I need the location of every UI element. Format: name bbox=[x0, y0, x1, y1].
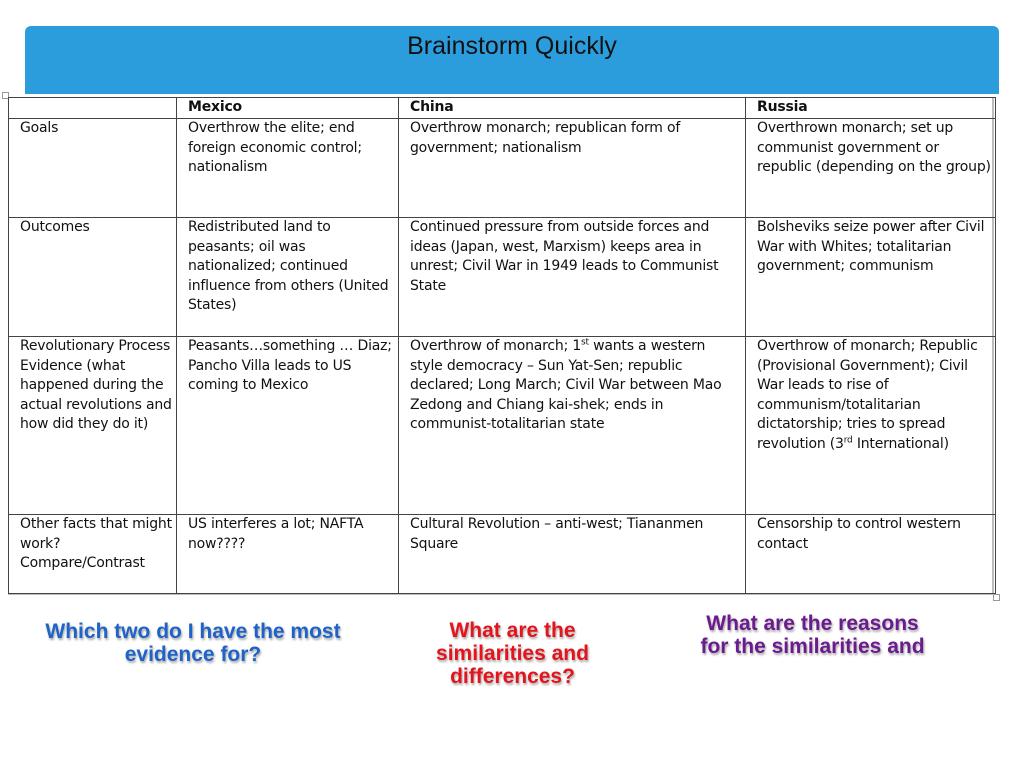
cell-outcomes-china: Continued pressure from outside forces and ideas (Japan, west, Marxism) keeps area in unrest; Civil War in 1949 leads to Communist State bbox=[399, 218, 746, 337]
row-label-outcomes: Outcomes bbox=[9, 218, 177, 337]
cell-other-mexico: US interferes a lot; NAFTA now???? bbox=[177, 515, 399, 594]
cell-goals-russia: Overthrown monarch; set up communist government or republic (depending on the group) bbox=[746, 119, 996, 218]
header-cell-russia: Russia bbox=[746, 98, 996, 119]
question-most-evidence: Which two do I have the most evidence for? bbox=[45, 620, 341, 666]
cell-other-russia: Censorship to control western contact bbox=[746, 515, 996, 594]
ordinal-suffix-st: st bbox=[581, 337, 589, 348]
cell-process-china-text-a: Overthrow of monarch; 1 bbox=[410, 338, 582, 354]
table-row bbox=[9, 515, 996, 594]
table-header-row bbox=[9, 98, 996, 119]
cell-goals-china: Overthrow monarch; republican form of government; nationalism bbox=[399, 119, 746, 218]
table-handle-bottom-right bbox=[993, 594, 1000, 601]
comparison-table bbox=[8, 97, 996, 594]
title-bar bbox=[25, 26, 999, 94]
cell-process-china bbox=[399, 337, 746, 515]
cell-process-russia-text-a: Overthrow of monarch; Republic (Provisional Government); Civil War leads to rise of communism/totalitarian dictatorship; tries to spread revolution (3 bbox=[757, 338, 978, 452]
comparison-table-frame bbox=[8, 97, 994, 595]
slide-title: Brainstorm Quickly bbox=[407, 32, 617, 60]
table-row bbox=[9, 218, 996, 337]
cell-outcomes-mexico: Redistributed land to peasants; oil was nationalized; continued influence from others (United States) bbox=[177, 218, 399, 337]
question-reasons-similarities: What are the reasons for the similarities and bbox=[700, 612, 925, 658]
cell-process-russia bbox=[746, 337, 996, 515]
cell-goals-mexico: Overthrow the elite; end foreign economic control; nationalism bbox=[177, 119, 399, 218]
ordinal-suffix-rd: rd bbox=[843, 434, 853, 445]
cell-process-russia-text-b: International) bbox=[852, 435, 949, 452]
row-label-process: Revolutionary Process Evidence (what happened during the actual revolutions and how did they do it) bbox=[9, 337, 177, 515]
header-cell-mexico: Mexico bbox=[177, 98, 399, 119]
cell-other-china: Cultural Revolution – anti-west; Tiananmen Square bbox=[399, 515, 746, 594]
cell-process-mexico: Peasants…something … Diaz; Pancho Villa leads to US coming to Mexico bbox=[177, 337, 399, 515]
row-label-other: Other facts that might work? Compare/Contrast bbox=[9, 515, 177, 594]
table-row bbox=[9, 119, 996, 218]
cell-outcomes-russia: Bolsheviks seize power after Civil War with Whites; totalitarian government; communism bbox=[746, 218, 996, 337]
cell-process-china-text-b: wants a western style democracy – Sun Yat-Sen; republic declared; Long March; Civil War between Mao Zedong and Chiang kai-shek; ends in communist-totalitarian state bbox=[410, 338, 722, 432]
question-similarities-differences: What are the similarities and differences? bbox=[436, 619, 589, 688]
table-row bbox=[9, 337, 996, 515]
row-label-goals: Goals bbox=[9, 119, 177, 218]
header-cell-china: China bbox=[399, 98, 746, 119]
header-cell-empty bbox=[9, 98, 177, 119]
